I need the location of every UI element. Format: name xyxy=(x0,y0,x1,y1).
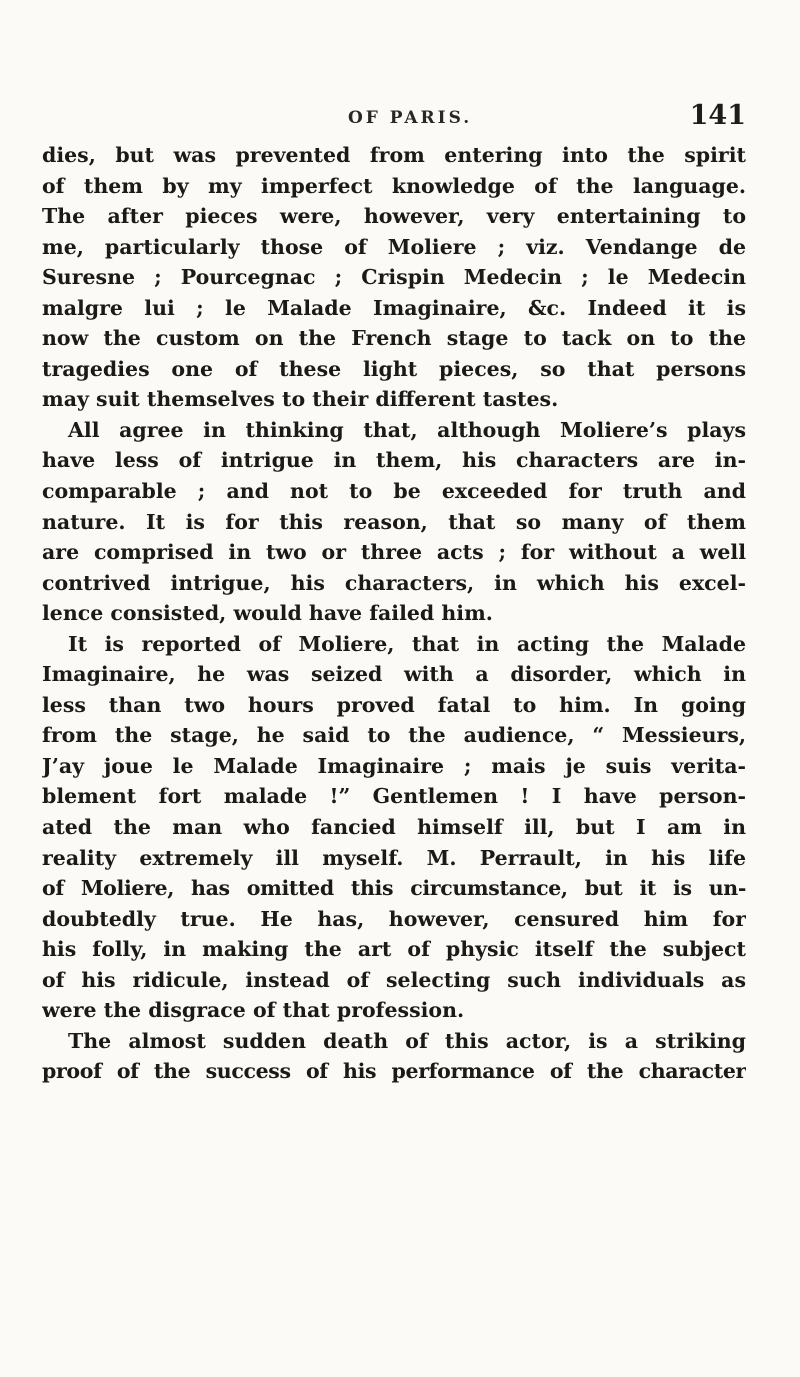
text-line: have less of intrigue in them, his characters are in- xyxy=(42,448,746,473)
text-line: are comprised in two or three acts ; for without a well xyxy=(42,540,746,565)
text-line: doubtedly true. He has, however, censured him for xyxy=(42,906,746,931)
text-line: of Moliere, has omitted this circumstance, but it is un- xyxy=(42,876,746,901)
text-line: from the stage, he said to the audience, “ Messieurs, xyxy=(42,723,746,748)
paragraph-start: It is reported of Moliere, that in acting the Malade xyxy=(68,631,746,656)
text-line: reality extremely ill myself. M. Perrault, in his life xyxy=(42,845,746,870)
text-line: J’ay joue le Malade Imaginaire ; mais je suis verita- xyxy=(42,753,746,778)
paragraph-start: All agree in thinking that, although Moliere’s plays xyxy=(68,417,746,442)
text-line: proof of the success of his performance of the character xyxy=(42,1059,746,1084)
text-line: of them by my imperfect knowledge of the language. xyxy=(42,173,746,198)
page-number: 141 xyxy=(689,100,746,131)
running-title: OF PARIS. xyxy=(348,108,473,128)
body-text xyxy=(42,140,746,1087)
text-line: of his ridicule, instead of selecting such individuals as xyxy=(42,967,746,992)
text-line: malgre lui ; le Malade Imaginaire, &c. Indeed it is xyxy=(42,295,746,320)
text-line: dies, but was prevented from entering into the spirit xyxy=(42,143,746,167)
text-line: me, particularly those of Moliere ; viz. Vendange de xyxy=(42,234,746,259)
text-line: may suit themselves to their different tastes. xyxy=(42,387,559,412)
text-line: ated the man who fancied himself ill, but I am in xyxy=(42,815,746,840)
text-line: Imaginaire, he was seized with a disorder, which in xyxy=(42,662,746,687)
text-line: Suresne ; Pourcegnac ; Crispin Medecin ; le Medecin xyxy=(42,265,746,290)
text-line: blement fort malade !” Gentlemen ! I have person- xyxy=(42,784,746,809)
running-head xyxy=(42,100,746,136)
text-line: lence consisted, would have failed him. xyxy=(42,601,493,626)
text-line: now the custom on the French stage to tack on to the xyxy=(42,326,746,351)
paragraph-start: The almost sudden death of this actor, is a striking xyxy=(68,1028,746,1053)
text-line: his folly, in making the art of physic itself the subject xyxy=(42,937,746,962)
text-line: contrived intrigue, his characters, in which his excel- xyxy=(42,570,746,595)
text-line: The after pieces were, however, very entertaining to xyxy=(42,204,746,229)
text-line: tragedies one of these light pieces, so that persons xyxy=(42,356,746,381)
text-line: nature. It is for this reason, that so many of them xyxy=(42,509,746,534)
text-line: comparable ; and not to be exceeded for truth and xyxy=(42,479,746,504)
text-line: were the disgrace of that profession. xyxy=(42,998,465,1023)
text-line: less than two hours proved fatal to him. In going xyxy=(42,692,746,717)
